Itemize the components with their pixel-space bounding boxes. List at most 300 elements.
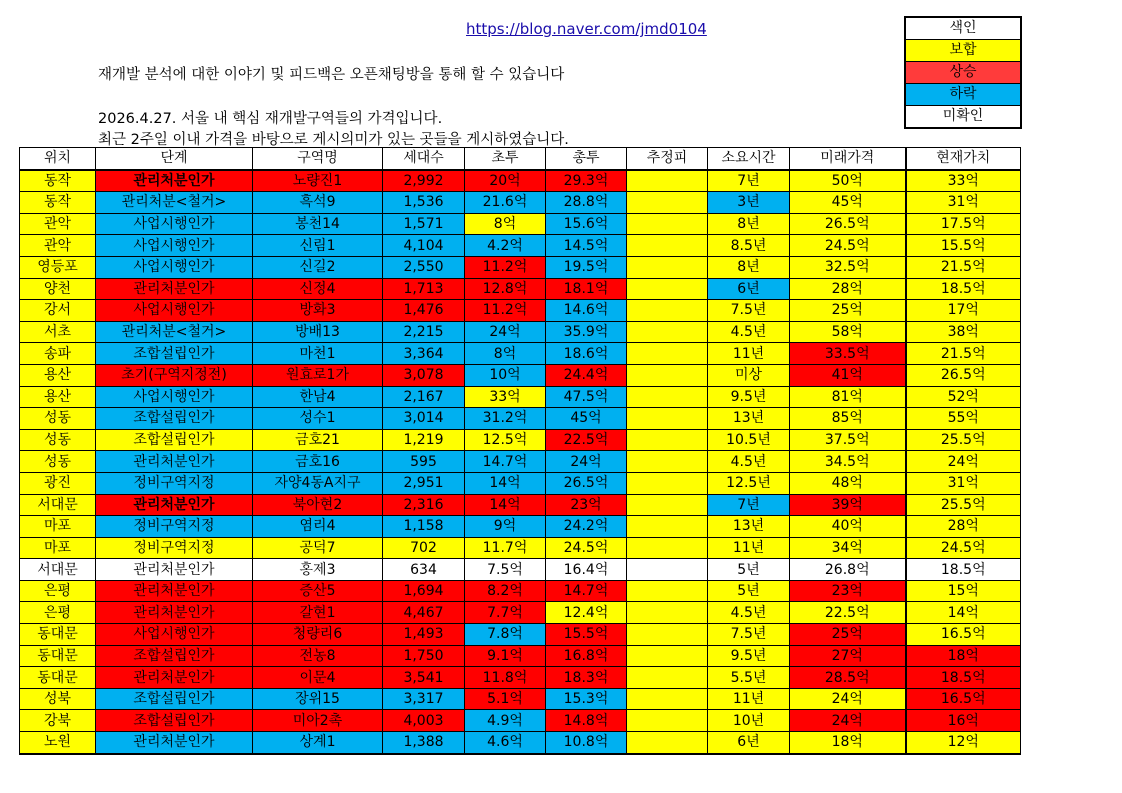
- cell-future-price: 33.5억: [790, 343, 906, 365]
- cell-future-price: 40억: [790, 516, 906, 538]
- cell-future-price: 22.5억: [790, 602, 906, 624]
- cell-total-investment: 19.5억: [546, 256, 627, 278]
- cell-district: 원효로1가: [253, 364, 383, 386]
- cell-time-required: 4.5년: [708, 321, 790, 343]
- cell-time-required: 8년: [708, 213, 790, 235]
- cell-present-value: 33억: [906, 170, 1021, 192]
- cell-total-investment: 45억: [546, 408, 627, 430]
- cell-location: 성북: [20, 688, 96, 710]
- cell-district: 방화3: [253, 300, 383, 322]
- cell-time-required: 4.5년: [708, 602, 790, 624]
- cell-estimated-fee: [627, 256, 708, 278]
- column-header-estimated-fee: 추정피: [627, 148, 708, 170]
- cell-present-value: 25.5억: [906, 429, 1021, 451]
- cell-stage: 조합설립인가: [96, 408, 253, 430]
- open-chat-notice: 재개발 분석에 대한 이야기 및 피드백은 오픈채팅방을 통해 할 수 있습니다: [98, 67, 565, 83]
- cell-time-required: 7년: [708, 494, 790, 516]
- cell-estimated-fee: [627, 235, 708, 257]
- cell-present-value: 18.5억: [906, 278, 1021, 300]
- redevelopment-price-table: [19, 147, 1021, 755]
- cell-present-value: 28억: [906, 516, 1021, 538]
- cell-total-investment: 24.5억: [546, 537, 627, 559]
- cell-district: 공덕7: [253, 537, 383, 559]
- cell-initial-investment: 14억: [465, 472, 546, 494]
- column-header-total-investment: 총투: [546, 148, 627, 170]
- cell-future-price: 18억: [790, 732, 906, 754]
- cell-time-required: 3년: [708, 192, 790, 214]
- cell-households: 3,317: [383, 688, 465, 710]
- cell-stage: 관리처분<철거>: [96, 192, 253, 214]
- cell-time-required: 11년: [708, 688, 790, 710]
- cell-present-value: 31억: [906, 472, 1021, 494]
- cell-estimated-fee: [627, 559, 708, 581]
- cell-district: 북아현2: [253, 494, 383, 516]
- cell-initial-investment: 7.5억: [465, 559, 546, 581]
- cell-stage: 관리처분인가: [96, 602, 253, 624]
- cell-stage: 조합설립인가: [96, 343, 253, 365]
- column-header-time-required: 소요시간: [708, 148, 790, 170]
- column-header-stage: 단계: [96, 148, 253, 170]
- table-row: [20, 235, 1021, 257]
- cell-stage: 사업시행인가: [96, 256, 253, 278]
- cell-future-price: 27억: [790, 645, 906, 667]
- cell-households: 1,219: [383, 429, 465, 451]
- cell-location: 성동: [20, 429, 96, 451]
- cell-total-investment: 14.7억: [546, 580, 627, 602]
- cell-time-required: 5.5년: [708, 667, 790, 689]
- cell-households: 1,750: [383, 645, 465, 667]
- cell-estimated-fee: [627, 537, 708, 559]
- cell-initial-investment: 9억: [465, 516, 546, 538]
- cell-future-price: 26.8억: [790, 559, 906, 581]
- cell-future-price: 32.5억: [790, 256, 906, 278]
- cell-present-value: 15억: [906, 580, 1021, 602]
- cell-households: 3,541: [383, 667, 465, 689]
- cell-location: 동작: [20, 170, 96, 192]
- cell-future-price: 28.5억: [790, 667, 906, 689]
- cell-total-investment: 15.3억: [546, 688, 627, 710]
- cell-future-price: 37.5억: [790, 429, 906, 451]
- cell-present-value: 24억: [906, 451, 1021, 473]
- table-row: [20, 192, 1021, 214]
- cell-time-required: 5년: [708, 580, 790, 602]
- cell-initial-investment: 11.2억: [465, 300, 546, 322]
- cell-households: 3,078: [383, 364, 465, 386]
- cell-location: 양천: [20, 278, 96, 300]
- cell-initial-investment: 8억: [465, 343, 546, 365]
- cell-time-required: 4.5년: [708, 451, 790, 473]
- cell-time-required: 5년: [708, 559, 790, 581]
- cell-district: 증산5: [253, 580, 383, 602]
- cell-district: 금호21: [253, 429, 383, 451]
- cell-estimated-fee: [627, 602, 708, 624]
- cell-total-investment: 16.4억: [546, 559, 627, 581]
- cell-stage: 정비구역지정: [96, 516, 253, 538]
- cell-stage: 관리처분인가: [96, 278, 253, 300]
- cell-district: 이문4: [253, 667, 383, 689]
- cell-future-price: 58억: [790, 321, 906, 343]
- cell-present-value: 16.5억: [906, 624, 1021, 646]
- table-row: [20, 429, 1021, 451]
- cell-present-value: 31억: [906, 192, 1021, 214]
- cell-district: 염리4: [253, 516, 383, 538]
- cell-initial-investment: 7.7억: [465, 602, 546, 624]
- cell-district: 노량진1: [253, 170, 383, 192]
- cell-present-value: 17.5억: [906, 213, 1021, 235]
- cell-district: 미아2촉: [253, 710, 383, 732]
- cell-location: 영등포: [20, 256, 96, 278]
- cell-estimated-fee: [627, 688, 708, 710]
- cell-location: 성동: [20, 451, 96, 473]
- table-row: [20, 472, 1021, 494]
- cell-location: 강북: [20, 710, 96, 732]
- cell-present-value: 21.5억: [906, 256, 1021, 278]
- column-header-future-price: 미래가격: [790, 148, 906, 170]
- cell-location: 서대문: [20, 559, 96, 581]
- column-header-households: 세대수: [383, 148, 465, 170]
- cell-time-required: 12.5년: [708, 472, 790, 494]
- cell-present-value: 26.5억: [906, 364, 1021, 386]
- cell-district: 신정4: [253, 278, 383, 300]
- cell-stage: 정비구역지정: [96, 472, 253, 494]
- table-row: [20, 170, 1021, 192]
- cell-estimated-fee: [627, 580, 708, 602]
- cell-district: 전농8: [253, 645, 383, 667]
- cell-time-required: 13년: [708, 516, 790, 538]
- table-row: [20, 451, 1021, 473]
- cell-total-investment: 47.5억: [546, 386, 627, 408]
- cell-stage: 초기(구역지정전): [96, 364, 253, 386]
- cell-households: 1,158: [383, 516, 465, 538]
- cell-stage: 조합설립인가: [96, 710, 253, 732]
- cell-present-value: 38억: [906, 321, 1021, 343]
- cell-present-value: 18억: [906, 645, 1021, 667]
- cell-location: 용산: [20, 364, 96, 386]
- cell-time-required: 10.5년: [708, 429, 790, 451]
- cell-stage: 조합설립인가: [96, 688, 253, 710]
- cell-present-value: 16.5억: [906, 688, 1021, 710]
- cell-estimated-fee: [627, 321, 708, 343]
- table-row: [20, 580, 1021, 602]
- table-row: [20, 278, 1021, 300]
- table-row: [20, 256, 1021, 278]
- cell-time-required: 9.5년: [708, 386, 790, 408]
- cell-households: 1,694: [383, 580, 465, 602]
- cell-future-price: 26.5억: [790, 213, 906, 235]
- cell-district: 금호16: [253, 451, 383, 473]
- cell-households: 2,951: [383, 472, 465, 494]
- blog-link[interactable]: https://blog.naver.com/jmd0104: [466, 20, 707, 38]
- table-row: [20, 667, 1021, 689]
- cell-initial-investment: 12.8억: [465, 278, 546, 300]
- cell-initial-investment: 12.5억: [465, 429, 546, 451]
- cell-stage: 사업시행인가: [96, 235, 253, 257]
- cell-households: 1,571: [383, 213, 465, 235]
- cell-estimated-fee: [627, 170, 708, 192]
- cell-stage: 정비구역지정: [96, 537, 253, 559]
- cell-district: 자양4동A지구: [253, 472, 383, 494]
- cell-households: 595: [383, 451, 465, 473]
- cell-households: 1,536: [383, 192, 465, 214]
- column-header-present-value: 현재가치: [906, 148, 1021, 170]
- cell-estimated-fee: [627, 645, 708, 667]
- cell-future-price: 24억: [790, 710, 906, 732]
- cell-district: 상계1: [253, 732, 383, 754]
- color-legend: [904, 16, 1022, 129]
- cell-estimated-fee: [627, 472, 708, 494]
- cell-stage: 사업시행인가: [96, 213, 253, 235]
- cell-initial-investment: 14억: [465, 494, 546, 516]
- cell-total-investment: 18.6억: [546, 343, 627, 365]
- cell-time-required: 7.5년: [708, 300, 790, 322]
- cell-future-price: 50억: [790, 170, 906, 192]
- cell-estimated-fee: [627, 516, 708, 538]
- cell-present-value: 18.5억: [906, 667, 1021, 689]
- cell-estimated-fee: [627, 343, 708, 365]
- legend-item-unconfirmed: 미확인: [906, 106, 1020, 127]
- cell-households: 2,215: [383, 321, 465, 343]
- column-header-district: 구역명: [253, 148, 383, 170]
- cell-households: 3,364: [383, 343, 465, 365]
- cell-total-investment: 23억: [546, 494, 627, 516]
- cell-location: 광진: [20, 472, 96, 494]
- cell-total-investment: 14.8억: [546, 710, 627, 732]
- cell-households: 4,467: [383, 602, 465, 624]
- cell-estimated-fee: [627, 364, 708, 386]
- cell-location: 서초: [20, 321, 96, 343]
- cell-total-investment: 29.3억: [546, 170, 627, 192]
- cell-estimated-fee: [627, 451, 708, 473]
- cell-present-value: 17억: [906, 300, 1021, 322]
- table-row: [20, 213, 1021, 235]
- cell-stage: 관리처분인가: [96, 494, 253, 516]
- table-row: [20, 688, 1021, 710]
- cell-location: 마포: [20, 537, 96, 559]
- cell-estimated-fee: [627, 192, 708, 214]
- cell-stage: 관리처분인가: [96, 732, 253, 754]
- cell-households: 1,713: [383, 278, 465, 300]
- cell-households: 2,550: [383, 256, 465, 278]
- cell-total-investment: 18.3억: [546, 667, 627, 689]
- cell-estimated-fee: [627, 494, 708, 516]
- cell-estimated-fee: [627, 300, 708, 322]
- cell-estimated-fee: [627, 710, 708, 732]
- table-row: [20, 559, 1021, 581]
- cell-time-required: 11년: [708, 537, 790, 559]
- table-row: [20, 386, 1021, 408]
- cell-location: 동대문: [20, 645, 96, 667]
- cell-estimated-fee: [627, 624, 708, 646]
- cell-location: 동대문: [20, 667, 96, 689]
- cell-initial-investment: 11.2억: [465, 256, 546, 278]
- cell-future-price: 39억: [790, 494, 906, 516]
- cell-location: 서대문: [20, 494, 96, 516]
- cell-location: 동대문: [20, 624, 96, 646]
- cell-district: 신림1: [253, 235, 383, 257]
- cell-households: 2,167: [383, 386, 465, 408]
- cell-district: 흑석9: [253, 192, 383, 214]
- cell-initial-investment: 7.8억: [465, 624, 546, 646]
- cell-total-investment: 18.1억: [546, 278, 627, 300]
- cell-initial-investment: 4.2억: [465, 235, 546, 257]
- cell-initial-investment: 20억: [465, 170, 546, 192]
- cell-location: 은평: [20, 580, 96, 602]
- cell-future-price: 25억: [790, 624, 906, 646]
- cell-district: 성수1: [253, 408, 383, 430]
- cell-time-required: 8.5년: [708, 235, 790, 257]
- cell-estimated-fee: [627, 667, 708, 689]
- cell-district: 갈현1: [253, 602, 383, 624]
- cell-households: 1,388: [383, 732, 465, 754]
- cell-total-investment: 15.6억: [546, 213, 627, 235]
- cell-present-value: 25.5억: [906, 494, 1021, 516]
- table-row: [20, 343, 1021, 365]
- table-row: [20, 602, 1021, 624]
- table-row: [20, 494, 1021, 516]
- cell-initial-investment: 8억: [465, 213, 546, 235]
- cell-location: 마포: [20, 516, 96, 538]
- cell-time-required: 7.5년: [708, 624, 790, 646]
- legend-item-rise: 상승: [906, 62, 1020, 84]
- cell-present-value: 15.5억: [906, 235, 1021, 257]
- cell-location: 성동: [20, 408, 96, 430]
- cell-future-price: 23억: [790, 580, 906, 602]
- cell-stage: 사업시행인가: [96, 300, 253, 322]
- cell-location: 강서: [20, 300, 96, 322]
- cell-location: 동작: [20, 192, 96, 214]
- cell-district: 장위15: [253, 688, 383, 710]
- cell-households: 3,014: [383, 408, 465, 430]
- cell-estimated-fee: [627, 408, 708, 430]
- legend-title: 색인: [906, 18, 1020, 40]
- column-header-initial-investment: 초투: [465, 148, 546, 170]
- cell-time-required: 8년: [708, 256, 790, 278]
- cell-initial-investment: 5.1억: [465, 688, 546, 710]
- cell-future-price: 24억: [790, 688, 906, 710]
- cell-future-price: 25억: [790, 300, 906, 322]
- cell-households: 2,316: [383, 494, 465, 516]
- cell-present-value: 55억: [906, 408, 1021, 430]
- cell-location: 관악: [20, 235, 96, 257]
- table-row: [20, 516, 1021, 538]
- cell-district: 방배13: [253, 321, 383, 343]
- table-row: [20, 364, 1021, 386]
- cell-stage: 관리처분인가: [96, 580, 253, 602]
- cell-estimated-fee: [627, 429, 708, 451]
- cell-total-investment: 24억: [546, 451, 627, 473]
- cell-total-investment: 16.8억: [546, 645, 627, 667]
- cell-total-investment: 14.5억: [546, 235, 627, 257]
- selection-description: 최근 2주일 이내 가격을 바탕으로 게시의미가 있는 곳들을 게시하였습니다.: [98, 132, 569, 148]
- cell-future-price: 41억: [790, 364, 906, 386]
- cell-future-price: 34억: [790, 537, 906, 559]
- cell-district: 홍제3: [253, 559, 383, 581]
- cell-future-price: 45억: [790, 192, 906, 214]
- cell-time-required: 10년: [708, 710, 790, 732]
- cell-stage: 관리처분인가: [96, 667, 253, 689]
- cell-stage: 관리처분인가: [96, 170, 253, 192]
- cell-location: 관악: [20, 213, 96, 235]
- cell-time-required: 13년: [708, 408, 790, 430]
- cell-total-investment: 24.4억: [546, 364, 627, 386]
- cell-total-investment: 15.5억: [546, 624, 627, 646]
- cell-households: 4,003: [383, 710, 465, 732]
- cell-present-value: 16억: [906, 710, 1021, 732]
- cell-total-investment: 14.6억: [546, 300, 627, 322]
- cell-future-price: 81억: [790, 386, 906, 408]
- cell-district: 봉천14: [253, 213, 383, 235]
- cell-future-price: 28억: [790, 278, 906, 300]
- cell-households: 1,476: [383, 300, 465, 322]
- cell-initial-investment: 31.2억: [465, 408, 546, 430]
- cell-initial-investment: 4.9억: [465, 710, 546, 732]
- table-row: [20, 732, 1021, 754]
- legend-item-flat: 보합: [906, 40, 1020, 62]
- table-row: [20, 408, 1021, 430]
- cell-future-price: 85억: [790, 408, 906, 430]
- table-header-row: [20, 148, 1021, 170]
- cell-future-price: 34.5억: [790, 451, 906, 473]
- cell-estimated-fee: [627, 213, 708, 235]
- cell-future-price: 24.5억: [790, 235, 906, 257]
- cell-time-required: 7년: [708, 170, 790, 192]
- column-header-location: 위치: [20, 148, 96, 170]
- cell-time-required: 6년: [708, 278, 790, 300]
- cell-time-required: 6년: [708, 732, 790, 754]
- cell-initial-investment: 14.7억: [465, 451, 546, 473]
- cell-district: 청량리6: [253, 624, 383, 646]
- cell-present-value: 21.5억: [906, 343, 1021, 365]
- cell-households: 702: [383, 537, 465, 559]
- cell-district: 한남4: [253, 386, 383, 408]
- cell-estimated-fee: [627, 732, 708, 754]
- cell-total-investment: 35.9억: [546, 321, 627, 343]
- cell-district: 신길2: [253, 256, 383, 278]
- cell-initial-investment: 11.7억: [465, 537, 546, 559]
- cell-stage: 관리처분인가: [96, 451, 253, 473]
- cell-households: 634: [383, 559, 465, 581]
- cell-initial-investment: 4.6억: [465, 732, 546, 754]
- table-row: [20, 300, 1021, 322]
- cell-households: 1,493: [383, 624, 465, 646]
- cell-initial-investment: 8.2억: [465, 580, 546, 602]
- cell-time-required: 11년: [708, 343, 790, 365]
- table-row: [20, 321, 1021, 343]
- cell-total-investment: 26.5억: [546, 472, 627, 494]
- cell-initial-investment: 24억: [465, 321, 546, 343]
- cell-location: 노원: [20, 732, 96, 754]
- cell-stage: 사업시행인가: [96, 624, 253, 646]
- legend-item-fall: 하락: [906, 84, 1020, 106]
- cell-stage: 조합설립인가: [96, 645, 253, 667]
- cell-initial-investment: 9.1억: [465, 645, 546, 667]
- cell-location: 송파: [20, 343, 96, 365]
- cell-present-value: 24.5억: [906, 537, 1021, 559]
- cell-present-value: 14억: [906, 602, 1021, 624]
- cell-time-required: 9.5년: [708, 645, 790, 667]
- cell-initial-investment: 10억: [465, 364, 546, 386]
- cell-households: 4,104: [383, 235, 465, 257]
- cell-time-required: 미상: [708, 364, 790, 386]
- cell-total-investment: 24.2억: [546, 516, 627, 538]
- cell-estimated-fee: [627, 278, 708, 300]
- cell-total-investment: 22.5억: [546, 429, 627, 451]
- cell-location: 용산: [20, 386, 96, 408]
- cell-total-investment: 28.8억: [546, 192, 627, 214]
- cell-initial-investment: 33억: [465, 386, 546, 408]
- cell-estimated-fee: [627, 386, 708, 408]
- cell-present-value: 18.5억: [906, 559, 1021, 581]
